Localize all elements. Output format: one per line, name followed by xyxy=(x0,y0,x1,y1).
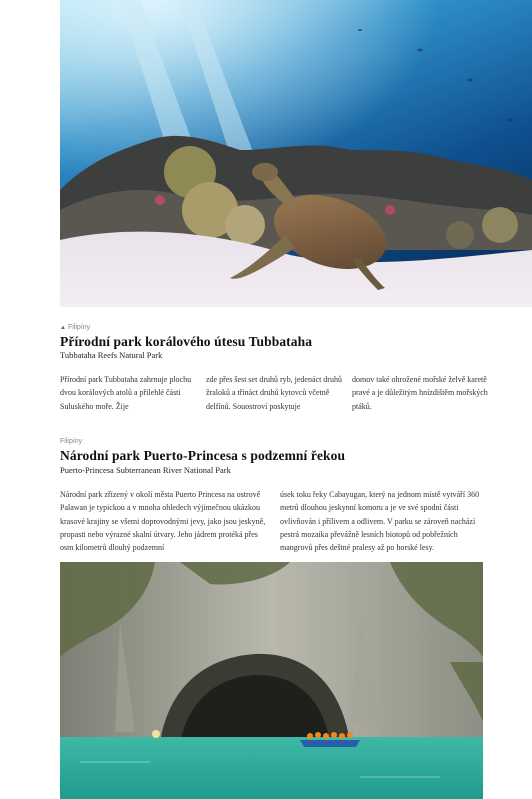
section-title: Přírodní park korálového útesu Tubbataha xyxy=(60,334,313,349)
section-title: Národní park Puerto-Princesa s podzemní řekou xyxy=(60,448,346,463)
region-label: Filipíny xyxy=(60,438,83,445)
region-label xyxy=(60,324,90,331)
sea-turtle-reef-photo xyxy=(60,0,532,307)
section-subtitle: Puerto-Princesa Subterranean River National Park xyxy=(60,465,231,475)
section-subtitle: Tubbataha Reefs Natural Park xyxy=(60,350,163,360)
underground-river-photo xyxy=(60,562,483,799)
triangle-marker-icon: ▲ xyxy=(60,325,66,331)
text-column-1: Národní park zřízený v okolí města Puerto Princesa na ostrově Palawan je typickou a v mnoha ohledech výjimečnou ukázkou krasové krajiny se všemi doprovodnými jevy, jako jsou jeskyně, propasti nebo výrazné skalní útvary. Jeho jádrem protéká přes osm kilometrů dlouhý podzemní xyxy=(60,490,266,553)
region-text: Filipíny xyxy=(67,324,91,331)
text-column-2: zde přes šest set druhů ryb, jedenáct druhů žraloků a třináct druhů kytovců včetně delfínů. Souostroví poskytuje xyxy=(206,375,342,411)
text-column-2: úsek toku řeky Cabayugan, který na jednom místě vytváří 360 metrů dlouhou jeskynní komoru a je ve své spodní části ovlivňován i přílivem a odlivem. V parku se zároveň nachází pestrá mozaika převážně lesních biotopů od pobřežních mangrovů přes deštné pralesy až po horské lesy. xyxy=(280,490,480,553)
text-column-1: Přírodní park Tubbataha zahrnuje plochu dvou korálových atolů a přilehlé části Suluského moře. Žije xyxy=(60,375,192,411)
text-column-3: domov také ohrožené mořské želvě karetě pravé a je důležitým hnízdištěm mořských ptáků. xyxy=(352,375,488,411)
